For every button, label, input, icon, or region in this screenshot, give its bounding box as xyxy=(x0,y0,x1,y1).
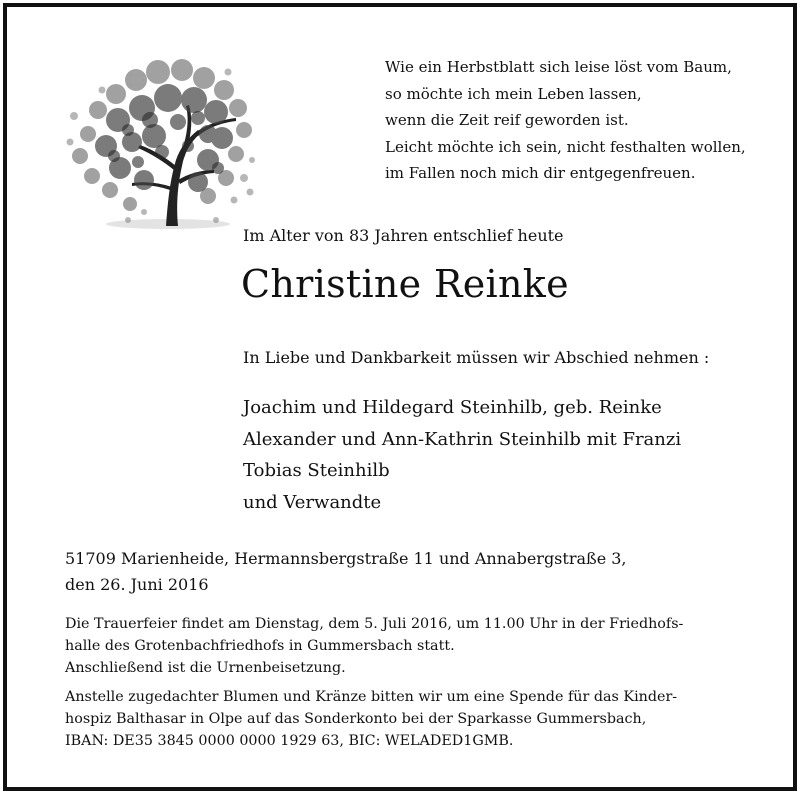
mourner-line: Joachim und Hildegard Steinhilb, geb. Reinke xyxy=(243,397,662,418)
date-line: den 26. Juni 2016 xyxy=(65,575,209,594)
poem-line: im Fallen noch mich dir entgegenfreuen. xyxy=(385,164,696,182)
deceased-name: Christine Reinke xyxy=(241,262,569,306)
service-line: halle des Grotenbachfriedhofs in Gummersbach statt. xyxy=(65,638,455,654)
service-info xyxy=(65,613,745,679)
poem-line: so möchte ich mein Leben lassen, xyxy=(385,84,642,103)
mourner-line: Tobias Steinhilb xyxy=(243,460,390,481)
address-line: 51709 Marienheide, Hermannsbergstraße 11 und Annabergstraße 3, xyxy=(65,549,627,568)
service-line: Anschließend ist die Urnenbeisetzung. xyxy=(65,660,346,676)
service-line: Die Trauerfeier findet am Dienstag, dem 5. Juli 2016, um 11.00 Uhr in der Friedhofs- xyxy=(65,616,684,632)
donation-info xyxy=(65,686,745,752)
poem-line: wenn die Zeit reif geworden ist. xyxy=(385,111,629,129)
mourners-list xyxy=(243,392,681,518)
intro-text: Im Alter von 83 Jahren entschlief heute xyxy=(243,226,564,245)
mourner-line: und Verwandte xyxy=(243,491,382,513)
autumn-tree-icon xyxy=(58,50,258,235)
poem xyxy=(385,54,746,187)
mourner-line: Alexander und Ann-Kathrin Steinhilb mit Franzi xyxy=(243,428,682,450)
bank-details: IBAN: DE35 3845 0000 0000 1929 63, BIC: WELADED1GMB. xyxy=(65,733,514,749)
donation-line: Anstelle zugedachter Blumen und Kränze bitten wir um eine Spende für das Kinder- xyxy=(65,689,678,705)
farewell-text: In Liebe und Dankbarkeit müssen wir Abschied nehmen : xyxy=(243,348,710,367)
poem-line: Wie ein Herbstblatt sich leise löst vom Baum, xyxy=(385,58,732,76)
poem-line: Leicht möchte ich sein, nicht festhalten wollen, xyxy=(385,137,746,156)
address-block xyxy=(65,546,627,598)
donation-line: hospiz Balthasar in Olpe auf das Sonderkonto bei der Sparkasse Gummersbach, xyxy=(65,711,647,727)
